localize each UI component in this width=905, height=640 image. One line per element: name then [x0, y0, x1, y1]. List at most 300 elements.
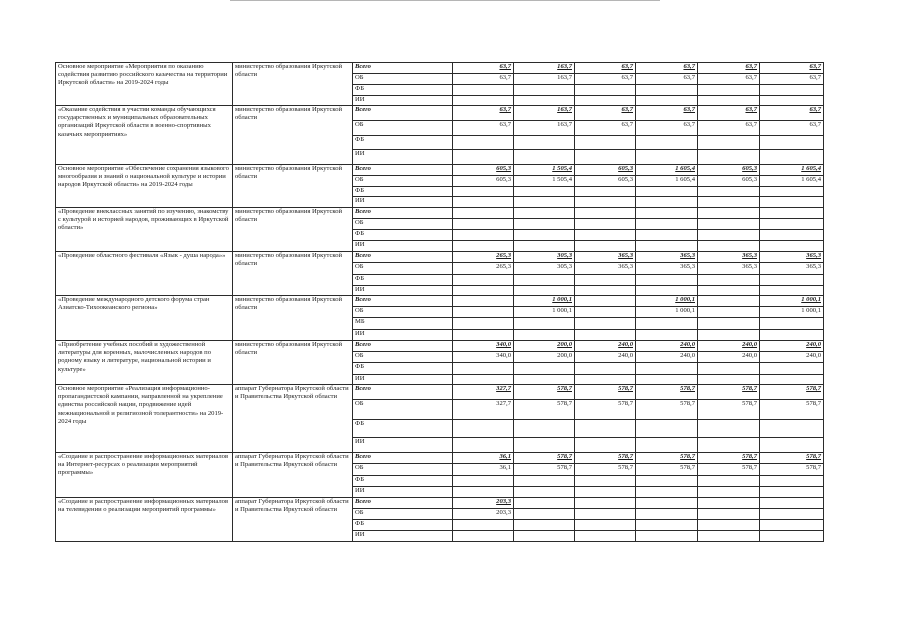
- scan-edge-line: [230, 0, 660, 1]
- amount-cell: [698, 136, 760, 150]
- amount-value: 1 605,4: [801, 165, 821, 172]
- table-row: [56, 208, 824, 219]
- amount-cell: [453, 96, 514, 106]
- funding-source-cell: ОБ: [353, 219, 453, 230]
- amount-value: 163,7: [557, 121, 572, 128]
- amount-cell: [698, 385, 760, 400]
- amount-cell: [453, 520, 514, 531]
- funding-source-cell: ФБ: [353, 187, 453, 197]
- amount-cell: [760, 286, 824, 296]
- responsible-executor-cell: министерство образования Иркутской области: [233, 208, 353, 252]
- amount-cell: [575, 252, 636, 263]
- responsible-executor-cell: аппарат Губернатора Иркутской области и Правительства Иркутской области: [233, 453, 353, 498]
- amount-value: 240,0: [806, 341, 821, 348]
- amount-cell: [698, 241, 760, 252]
- amount-value: 365,3: [806, 252, 821, 259]
- amount-value: 578,7: [806, 385, 821, 392]
- amount-cell: [514, 318, 575, 330]
- amount-cell: [760, 453, 824, 464]
- amount-value: 1 605,4: [675, 176, 695, 183]
- amount-cell: [698, 487, 760, 498]
- amount-cell: [575, 63, 636, 74]
- funding-source-cell: ОБ: [353, 400, 453, 420]
- amount-cell: [636, 498, 698, 509]
- amount-value: 63,7: [621, 106, 633, 113]
- amount-value: 1 505,4: [552, 165, 572, 172]
- amount-cell: [698, 341, 760, 352]
- amount-cell: [636, 509, 698, 520]
- amount-value: 578,7: [742, 464, 757, 471]
- amount-cell: [453, 296, 514, 307]
- amount-cell: [760, 487, 824, 498]
- amount-cell: [636, 286, 698, 296]
- amount-value: 63,7: [745, 106, 757, 113]
- amount-cell: [575, 307, 636, 318]
- amount-cell: [514, 307, 575, 318]
- amount-cell: [698, 520, 760, 531]
- amount-cell: [760, 531, 824, 542]
- amount-cell: [514, 464, 575, 476]
- amount-cell: [760, 208, 824, 219]
- amount-cell: [514, 438, 575, 453]
- amount-cell: [698, 74, 760, 85]
- amount-cell: [760, 85, 824, 96]
- event-name-cell: Основное мероприятие «Обеспечение сохранения языкового многообразия и знаний о национальной культуре и истории народов Иркутской области» на 2019-2024 годы: [56, 165, 233, 208]
- amount-value: 63,7: [745, 74, 757, 81]
- amount-value: 1 605,4: [675, 165, 695, 172]
- funding-source-cell: ИИ: [353, 241, 453, 252]
- amount-cell: [636, 165, 698, 176]
- amount-cell: [698, 531, 760, 542]
- amount-cell: [636, 352, 698, 363]
- responsible-executor-cell: министерство образования Иркутской области: [233, 252, 353, 296]
- amount-cell: [453, 187, 514, 197]
- amount-cell: [575, 318, 636, 330]
- amount-cell: [575, 121, 636, 136]
- amount-cell: [636, 85, 698, 96]
- amount-cell: [636, 263, 698, 275]
- amount-cell: [453, 453, 514, 464]
- table-row: [56, 498, 824, 509]
- amount-cell: [698, 296, 760, 307]
- amount-cell: [575, 150, 636, 165]
- amount-cell: [636, 96, 698, 106]
- amount-cell: [453, 464, 514, 476]
- amount-value: 305,3: [557, 263, 572, 270]
- event-name-cell: «Приобретение учебных пособий и художественной литературы для коренных, малочисленных народов по родному языку и литературе, национальной истории и культуре»: [56, 341, 233, 385]
- amount-cell: [453, 150, 514, 165]
- amount-cell: [514, 85, 575, 96]
- amount-value: 63,7: [683, 74, 695, 81]
- amount-value: 578,7: [806, 400, 821, 407]
- amount-cell: [575, 96, 636, 106]
- amount-value: 63,7: [621, 74, 633, 81]
- table-row: [56, 63, 824, 74]
- amount-cell: [514, 241, 575, 252]
- amount-cell: [514, 498, 575, 509]
- amount-cell: [760, 187, 824, 197]
- amount-value: 265,3: [496, 263, 511, 270]
- amount-cell: [453, 63, 514, 74]
- amount-value: 578,7: [742, 385, 757, 392]
- amount-value: 578,7: [557, 464, 572, 471]
- amount-cell: [636, 230, 698, 241]
- amount-cell: [453, 400, 514, 420]
- amount-value: 1 000,1: [675, 307, 695, 314]
- responsible-executor-cell: министерство образования Иркутской области: [233, 296, 353, 341]
- amount-cell: [514, 74, 575, 85]
- amount-cell: [698, 208, 760, 219]
- amount-value: 365,3: [742, 263, 757, 270]
- funding-source-cell: ФБ: [353, 520, 453, 531]
- amount-cell: [760, 197, 824, 208]
- amount-cell: [453, 509, 514, 520]
- amount-value: 365,3: [806, 263, 821, 270]
- amount-cell: [575, 208, 636, 219]
- funding-source-cell: ИИ: [353, 150, 453, 165]
- amount-value: 63,7: [683, 63, 695, 70]
- amount-cell: [760, 385, 824, 400]
- amount-cell: [575, 219, 636, 230]
- amount-value: 200,0: [557, 341, 572, 348]
- amount-cell: [636, 400, 698, 420]
- amount-cell: [453, 263, 514, 275]
- amount-cell: [636, 121, 698, 136]
- amount-cell: [514, 453, 575, 464]
- amount-cell: [453, 219, 514, 230]
- amount-value: 578,7: [680, 400, 695, 407]
- amount-cell: [760, 176, 824, 187]
- amount-cell: [514, 375, 575, 385]
- amount-value: 1 000,1: [552, 296, 572, 303]
- amount-value: 1 505,4: [552, 176, 572, 183]
- table-row: [56, 385, 824, 400]
- amount-cell: [514, 252, 575, 263]
- amount-cell: [636, 187, 698, 197]
- amount-cell: [698, 165, 760, 176]
- amount-cell: [636, 385, 698, 400]
- amount-cell: [636, 197, 698, 208]
- amount-value: 63,7: [745, 63, 757, 70]
- amount-cell: [453, 438, 514, 453]
- funding-source-cell: ОБ: [353, 121, 453, 136]
- amount-cell: [698, 420, 760, 438]
- amount-cell: [636, 74, 698, 85]
- funding-source-cell: ОБ: [353, 263, 453, 275]
- amount-value: 578,7: [680, 464, 695, 471]
- amount-cell: [575, 263, 636, 275]
- amount-value: 605,3: [618, 176, 633, 183]
- amount-value: 578,7: [742, 453, 757, 460]
- amount-value: 63,7: [621, 121, 633, 128]
- funding-source-cell: Всего: [353, 63, 453, 74]
- amount-cell: [453, 363, 514, 375]
- responsible-executor-cell: министерство образования Иркутской области: [233, 63, 353, 106]
- funding-source-cell: ИИ: [353, 487, 453, 498]
- funding-source-cell: ОБ: [353, 74, 453, 85]
- amount-value: 365,3: [680, 263, 695, 270]
- amount-cell: [575, 420, 636, 438]
- amount-cell: [514, 165, 575, 176]
- amount-value: 605,3: [742, 176, 757, 183]
- amount-value: 63,7: [745, 121, 757, 128]
- amount-cell: [636, 487, 698, 498]
- amount-cell: [514, 420, 575, 438]
- amount-cell: [636, 438, 698, 453]
- amount-cell: [636, 341, 698, 352]
- amount-value: 63,7: [809, 121, 821, 128]
- amount-cell: [453, 165, 514, 176]
- funding-source-cell: ФБ: [353, 230, 453, 241]
- amount-value: 305,3: [557, 252, 572, 259]
- amount-value: 1 000,1: [801, 296, 821, 303]
- amount-cell: [698, 453, 760, 464]
- amount-value: 63,7: [809, 74, 821, 81]
- responsible-executor-cell: аппарат Губернатора Иркутской области и Правительства Иркутской области: [233, 385, 353, 453]
- amount-cell: [698, 96, 760, 106]
- amount-value: 365,3: [618, 252, 633, 259]
- amount-cell: [636, 136, 698, 150]
- amount-cell: [575, 197, 636, 208]
- amount-cell: [636, 520, 698, 531]
- amount-cell: [575, 375, 636, 385]
- amount-cell: [760, 96, 824, 106]
- amount-value: 240,0: [680, 341, 695, 348]
- amount-cell: [698, 352, 760, 363]
- amount-cell: [760, 363, 824, 375]
- table-row: [56, 453, 824, 464]
- amount-cell: [760, 275, 824, 286]
- funding-source-cell: Всего: [353, 341, 453, 352]
- amount-value: 578,7: [680, 385, 695, 392]
- amount-cell: [636, 241, 698, 252]
- amount-cell: [453, 252, 514, 263]
- amount-cell: [514, 197, 575, 208]
- amount-cell: [514, 520, 575, 531]
- amount-cell: [760, 230, 824, 241]
- amount-cell: [760, 352, 824, 363]
- event-name-cell: Основное мероприятие «Реализация информационно-пропагандистской кампании, направленной на укрепление единства российской нации, продвижение идей межнациональной и религиозной толерантности» на 2019-2024 годы: [56, 385, 233, 453]
- funding-source-cell: ФБ: [353, 363, 453, 375]
- amount-cell: [698, 85, 760, 96]
- amount-value: 36,1: [499, 453, 511, 460]
- amount-cell: [636, 375, 698, 385]
- amount-cell: [453, 420, 514, 438]
- amount-cell: [514, 150, 575, 165]
- amount-cell: [575, 176, 636, 187]
- amount-cell: [453, 487, 514, 498]
- amount-cell: [636, 531, 698, 542]
- amount-value: 605,3: [618, 165, 633, 172]
- amount-value: 240,0: [618, 352, 633, 359]
- amount-cell: [514, 296, 575, 307]
- amount-cell: [514, 136, 575, 150]
- amount-value: 1 000,1: [801, 307, 821, 314]
- amount-value: 578,7: [557, 385, 572, 392]
- amount-cell: [698, 252, 760, 263]
- amount-cell: [760, 498, 824, 509]
- amount-cell: [575, 464, 636, 476]
- amount-cell: [760, 165, 824, 176]
- amount-cell: [698, 219, 760, 230]
- amount-cell: [575, 85, 636, 96]
- event-name-cell: Основное мероприятие «Мероприятия по оказанию содействия развитию российского казачества на территории Иркутской области» на 2019-2024 годы: [56, 63, 233, 106]
- amount-cell: [575, 352, 636, 363]
- amount-cell: [698, 63, 760, 74]
- amount-cell: [698, 106, 760, 121]
- amount-value: 240,0: [618, 341, 633, 348]
- amount-cell: [453, 230, 514, 241]
- amount-value: 240,0: [742, 341, 757, 348]
- amount-cell: [698, 275, 760, 286]
- amount-cell: [453, 318, 514, 330]
- amount-value: 63,7: [499, 63, 511, 70]
- amount-cell: [636, 420, 698, 438]
- amount-cell: [514, 400, 575, 420]
- amount-cell: [698, 438, 760, 453]
- amount-cell: [514, 286, 575, 296]
- funding-source-cell: Всего: [353, 208, 453, 219]
- amount-value: 605,3: [496, 176, 511, 183]
- amount-cell: [514, 63, 575, 74]
- amount-cell: [514, 341, 575, 352]
- amount-value: 265,3: [496, 252, 511, 259]
- amount-cell: [453, 385, 514, 400]
- amount-value: 163,7: [557, 63, 572, 70]
- funding-source-cell: Всего: [353, 385, 453, 400]
- amount-cell: [760, 476, 824, 487]
- amount-cell: [453, 498, 514, 509]
- amount-cell: [760, 63, 824, 74]
- amount-cell: [575, 230, 636, 241]
- funding-source-cell: Всего: [353, 165, 453, 176]
- amount-cell: [698, 498, 760, 509]
- amount-cell: [453, 241, 514, 252]
- amount-value: 63,7: [683, 106, 695, 113]
- amount-cell: [636, 106, 698, 121]
- amount-cell: [514, 352, 575, 363]
- amount-cell: [575, 165, 636, 176]
- amount-cell: [760, 330, 824, 341]
- amount-value: 578,7: [557, 400, 572, 407]
- amount-value: 240,0: [742, 352, 757, 359]
- table-row: [56, 341, 824, 352]
- funding-source-cell: ОБ: [353, 176, 453, 187]
- amount-value: 163,7: [557, 106, 572, 113]
- amount-cell: [760, 307, 824, 318]
- amount-cell: [453, 375, 514, 385]
- funding-source-cell: Всего: [353, 252, 453, 263]
- amount-value: 63,7: [499, 121, 511, 128]
- amount-cell: [636, 307, 698, 318]
- amount-cell: [698, 363, 760, 375]
- amount-cell: [698, 286, 760, 296]
- amount-value: 340,0: [496, 341, 511, 348]
- event-name-cell: «Оказание содействия в участии команды обучающихся государственных и муниципальных образовательных организаций Иркутской области в военно-спортивных казачьих мероприятиях»: [56, 106, 233, 165]
- funding-source-cell: ИИ: [353, 197, 453, 208]
- amount-cell: [514, 121, 575, 136]
- amount-cell: [636, 296, 698, 307]
- amount-value: 240,0: [806, 352, 821, 359]
- event-name-cell: «Создание и распространение информационных материалов на телевидении о реализации мероприятий программы»: [56, 498, 233, 542]
- amount-value: 605,3: [742, 165, 757, 172]
- funding-source-cell: ИИ: [353, 375, 453, 385]
- amount-cell: [698, 375, 760, 385]
- funding-source-cell: Всего: [353, 106, 453, 121]
- amount-cell: [636, 150, 698, 165]
- amount-cell: [636, 63, 698, 74]
- amount-cell: [453, 286, 514, 296]
- amount-cell: [636, 208, 698, 219]
- amount-cell: [575, 187, 636, 197]
- amount-value: 63,7: [809, 106, 821, 113]
- amount-cell: [575, 330, 636, 341]
- amount-cell: [698, 121, 760, 136]
- amount-cell: [514, 275, 575, 286]
- amount-cell: [698, 400, 760, 420]
- amount-cell: [453, 85, 514, 96]
- amount-value: 63,7: [621, 63, 633, 70]
- responsible-executor-cell: министерство образования Иркутской области: [233, 165, 353, 208]
- funding-source-cell: ИИ: [353, 330, 453, 341]
- amount-value: 63,7: [683, 121, 695, 128]
- funding-source-cell: МБ: [353, 318, 453, 330]
- amount-cell: [453, 275, 514, 286]
- amount-cell: [760, 106, 824, 121]
- amount-cell: [698, 509, 760, 520]
- amount-cell: [453, 307, 514, 318]
- amount-value: 203,3: [496, 498, 511, 505]
- amount-value: 63,7: [809, 63, 821, 70]
- amount-cell: [575, 520, 636, 531]
- amount-cell: [575, 296, 636, 307]
- amount-cell: [698, 197, 760, 208]
- amount-value: 1 000,1: [675, 296, 695, 303]
- amount-cell: [453, 330, 514, 341]
- funding-source-cell: ИИ: [353, 96, 453, 106]
- amount-value: 340,0: [496, 352, 511, 359]
- amount-cell: [514, 176, 575, 187]
- amount-cell: [760, 121, 824, 136]
- amount-cell: [698, 230, 760, 241]
- amount-cell: [453, 352, 514, 363]
- amount-value: 36,1: [499, 464, 511, 471]
- amount-cell: [575, 385, 636, 400]
- amount-cell: [514, 106, 575, 121]
- funding-source-cell: ОБ: [353, 509, 453, 520]
- amount-cell: [698, 307, 760, 318]
- amount-cell: [514, 531, 575, 542]
- amount-cell: [698, 330, 760, 341]
- amount-cell: [760, 150, 824, 165]
- amount-cell: [636, 318, 698, 330]
- amount-cell: [698, 263, 760, 275]
- amount-value: 578,7: [806, 453, 821, 460]
- amount-cell: [453, 208, 514, 219]
- amount-value: 578,7: [618, 464, 633, 471]
- amount-cell: [636, 453, 698, 464]
- responsible-executor-cell: аппарат Губернатора Иркутской области и Правительства Иркутской области: [233, 498, 353, 542]
- amount-cell: [575, 453, 636, 464]
- amount-cell: [575, 400, 636, 420]
- amount-cell: [514, 509, 575, 520]
- budget-table: [55, 62, 824, 542]
- amount-cell: [575, 241, 636, 252]
- amount-cell: [575, 74, 636, 85]
- amount-cell: [698, 476, 760, 487]
- amount-cell: [575, 363, 636, 375]
- amount-value: 203,3: [496, 509, 511, 516]
